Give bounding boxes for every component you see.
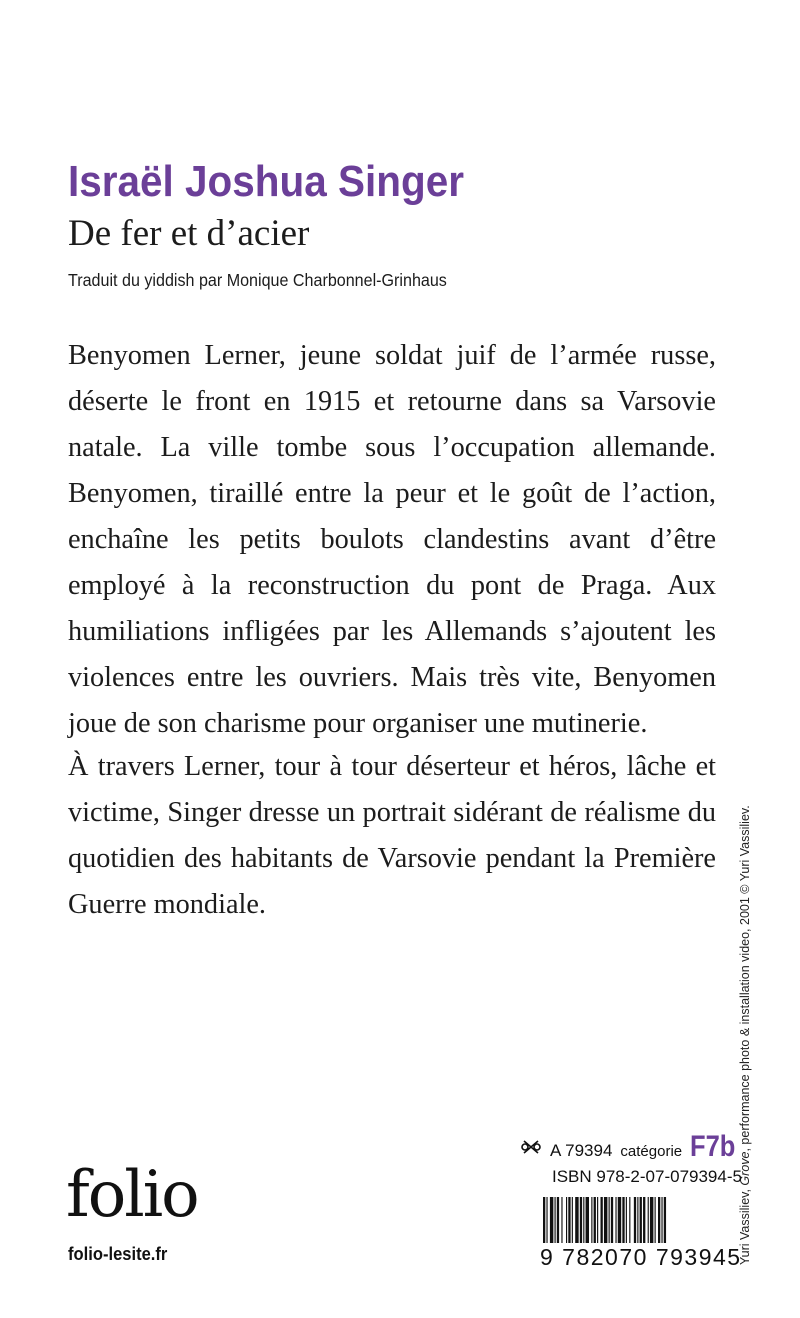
author-name: Israël Joshua Singer <box>68 157 464 206</box>
barcode-bar <box>580 1197 582 1243</box>
publisher-website: folio-lesite.fr <box>68 1244 168 1264</box>
barcode <box>543 1197 717 1243</box>
catalog-code-row <box>520 1130 743 1164</box>
category-code: F7b <box>690 1130 736 1163</box>
barcode-bar <box>550 1197 553 1243</box>
barcode-bar <box>586 1197 589 1243</box>
barcode-bar <box>629 1197 630 1243</box>
credit-rest: , performance photo & installation video, 2001 © Yuri Vassiliev. <box>738 805 752 1152</box>
barcode-bar <box>650 1197 653 1243</box>
barcode-digits: 9 782070 793945 <box>540 1244 742 1270</box>
barcode-bar <box>643 1197 645 1243</box>
barcode-bar <box>655 1197 656 1243</box>
barcode-bar <box>568 1197 570 1243</box>
translator-credit: Traduit du yiddish par Monique Charbonnel-Grinhaus <box>68 270 447 290</box>
barcode-bar <box>566 1197 567 1243</box>
barcode-bar <box>664 1197 666 1243</box>
barcode-bar <box>604 1197 607 1243</box>
barcode-bar <box>543 1197 545 1243</box>
barcode-bar <box>648 1197 649 1243</box>
barcode-bar <box>591 1197 592 1243</box>
barcode-bar <box>622 1197 624 1243</box>
barcode-bar <box>557 1197 559 1243</box>
category-label: catégorie <box>620 1143 683 1160</box>
barcode-bar <box>661 1197 662 1243</box>
credit-artist: Yuri Vassiliev, <box>738 1185 752 1265</box>
barcode-bar <box>609 1197 610 1243</box>
photo-credit <box>738 745 752 1265</box>
barcode-bar <box>572 1197 573 1243</box>
folio-logo: folio <box>66 1158 198 1232</box>
knot-icon <box>520 1136 542 1158</box>
barcode-bar <box>597 1197 598 1243</box>
credit-work: Grove <box>738 1151 752 1186</box>
barcode-bar <box>658 1197 660 1243</box>
barcode-bar <box>637 1197 638 1243</box>
isbn: ISBN 978-2-07-079394-5 <box>552 1167 742 1186</box>
catalog-number: A 79394 <box>550 1141 613 1160</box>
barcode-bar <box>575 1197 578 1243</box>
barcode-bar <box>611 1197 613 1243</box>
barcode-bar <box>618 1197 621 1243</box>
barcode-bar <box>626 1197 627 1243</box>
synopsis-paragraph-2: À travers Lerner, tour à tour déserteur et héros, lâche et victime, Singer dresse un portrait sidérant de réalisme du quotidien des habitants de Varsovie pendant la Première Guerre mondiale. <box>68 751 716 920</box>
barcode-bar <box>615 1197 616 1243</box>
barcode-bar <box>583 1197 584 1243</box>
synopsis-paragraph-1: Benyomen Lerner, jeune soldat juif de l’armée russe, déserte le front en 1915 et retourne dans sa Varsovie natale. La ville tombe sous l’occupation allemande. Benyomen, tiraillé entre la peur et le goût de l’action, enchaîne les petits boulots clandestins avant d’être employé à la reconstruction du pont de Praga. Aux humiliations infligées par les Allemands s’ajoutent les violences entre les ouvriers. Mais très vite, Benyomen joue de son charisme pour organiser une mutinerie. <box>68 340 716 739</box>
barcode-bar <box>561 1197 562 1243</box>
barcode-bar <box>594 1197 596 1243</box>
book-title: De fer et d’acier <box>68 213 310 254</box>
barcode-bar <box>640 1197 642 1243</box>
barcode-bar <box>555 1197 556 1243</box>
barcode-bar <box>601 1197 603 1243</box>
barcode-bar <box>546 1197 547 1243</box>
barcode-bar <box>634 1197 636 1243</box>
